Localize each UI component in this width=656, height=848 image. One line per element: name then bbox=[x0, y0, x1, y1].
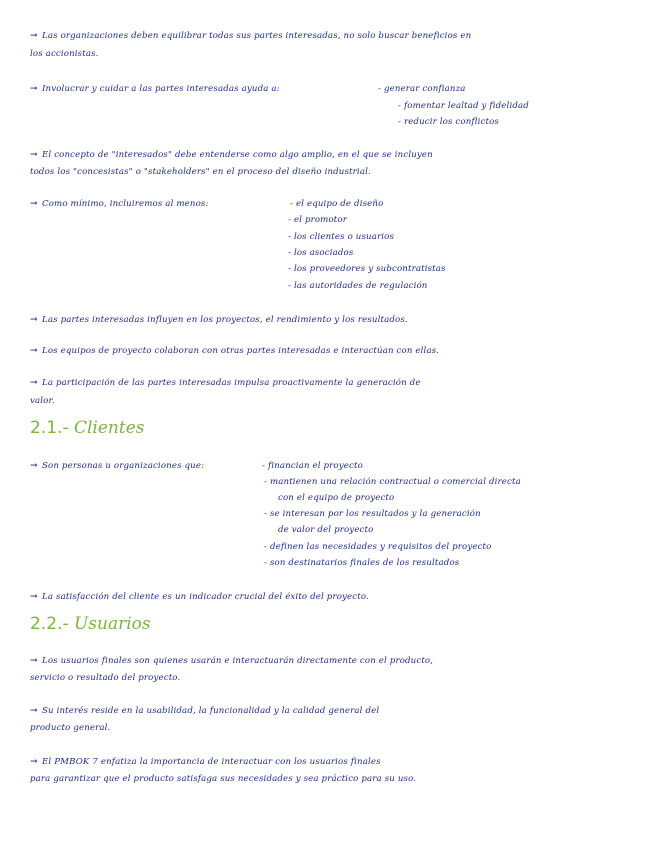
text-line: para garantizar que el producto satisfaga sus necesidades y sea práctico para su uso. bbox=[30, 774, 417, 784]
bullet-arrow: → bbox=[30, 378, 38, 388]
text-line: servicio o resultado del proyecto. bbox=[30, 673, 181, 683]
list-item: - fomentar lealtad y fidelidad bbox=[398, 101, 529, 111]
text-line: Su interés reside en la usabilidad, la funcionalidad y la calidad general del bbox=[42, 706, 380, 716]
list-item: - el equipo de diseño bbox=[290, 199, 384, 209]
text-line: todos los "concesistas" o "stakeholders" en el proceso del diseño industrial. bbox=[30, 167, 371, 177]
text-line: La participación de las partes interesadas impulsa proactivamente la generación de bbox=[42, 378, 421, 388]
list-item: - definen las necesidades y requisitos del proyecto bbox=[264, 542, 492, 552]
bullet-arrow: → bbox=[30, 757, 38, 767]
list-item-continued: con el equipo de proyecto bbox=[278, 493, 395, 503]
text-line: El PMBOK 7 enfatiza la importancia de interactuar con los usuarios finales bbox=[42, 757, 381, 767]
list-item: - las autoridades de regulación bbox=[288, 281, 428, 291]
text-line: Los equipos de proyecto colaboran con otras partes interesadas e interactúan con ellas. bbox=[42, 346, 440, 356]
bullet-arrow: → bbox=[30, 31, 38, 41]
section-number: 2.1.- bbox=[30, 418, 69, 438]
list-item: - generar confianza bbox=[378, 84, 466, 94]
bullet-arrow: → bbox=[30, 84, 38, 94]
list-item: - el promotor bbox=[288, 215, 347, 225]
list-item: - son destinatarios finales de los resultados bbox=[264, 558, 460, 568]
list-item: - financian el proyecto bbox=[262, 461, 363, 471]
text-line: Las partes interesadas influyen en los proyectos, el rendimiento y los resultados. bbox=[42, 315, 408, 325]
section-heading-clientes bbox=[30, 418, 145, 438]
bullet-arrow: → bbox=[30, 315, 38, 325]
text-line: los accionistas. bbox=[30, 49, 99, 59]
section-heading-usuarios bbox=[30, 614, 151, 634]
text-line: producto general. bbox=[30, 723, 111, 733]
text-line: valor. bbox=[30, 396, 55, 406]
list-item-continued: de valor del proyecto bbox=[278, 525, 374, 535]
list-item: - se interesan por los resultados y la generación bbox=[264, 509, 481, 519]
bullet-arrow: → bbox=[30, 656, 38, 666]
section-number: 2.2.- bbox=[30, 614, 69, 634]
bullet-arrow: → bbox=[30, 706, 38, 716]
text-line: Las organizaciones deben equilibrar todas sus partes interesadas, no solo buscar beneficios en bbox=[42, 31, 472, 41]
text-line: Involucrar y cuidar a las partes interesadas ayuda a: bbox=[42, 84, 280, 94]
text-line: Los usuarios finales son quienes usarán e interactuarán directamente con el producto, bbox=[42, 656, 434, 666]
bullet-arrow: → bbox=[30, 592, 38, 602]
text-line: Como mínimo, incluiremos al menos: bbox=[42, 199, 209, 209]
section-title: Usuarios bbox=[73, 614, 151, 634]
bullet-arrow: → bbox=[30, 150, 38, 160]
list-item: - los asociados bbox=[288, 248, 354, 258]
bullet-arrow: → bbox=[30, 199, 38, 209]
list-item: - los clientes o usuarios bbox=[288, 232, 395, 242]
list-item: - mantienen una relación contractual o comercial directa bbox=[264, 477, 521, 487]
text-line: La satisfacción del cliente es un indicador crucial del éxito del proyecto. bbox=[42, 592, 369, 602]
text-line: El concepto de "interesados" debe entenderse como algo amplio, en el que se incluyen bbox=[42, 150, 433, 160]
bullet-arrow: → bbox=[30, 461, 38, 471]
bullet-arrow: → bbox=[30, 346, 38, 356]
list-item: - los proveedores y subcontratistas bbox=[288, 264, 446, 274]
text-line: Son personas u organizaciones que: bbox=[42, 461, 205, 471]
section-title: Clientes bbox=[73, 418, 145, 438]
list-item: - reducir los conflictos bbox=[398, 117, 499, 127]
